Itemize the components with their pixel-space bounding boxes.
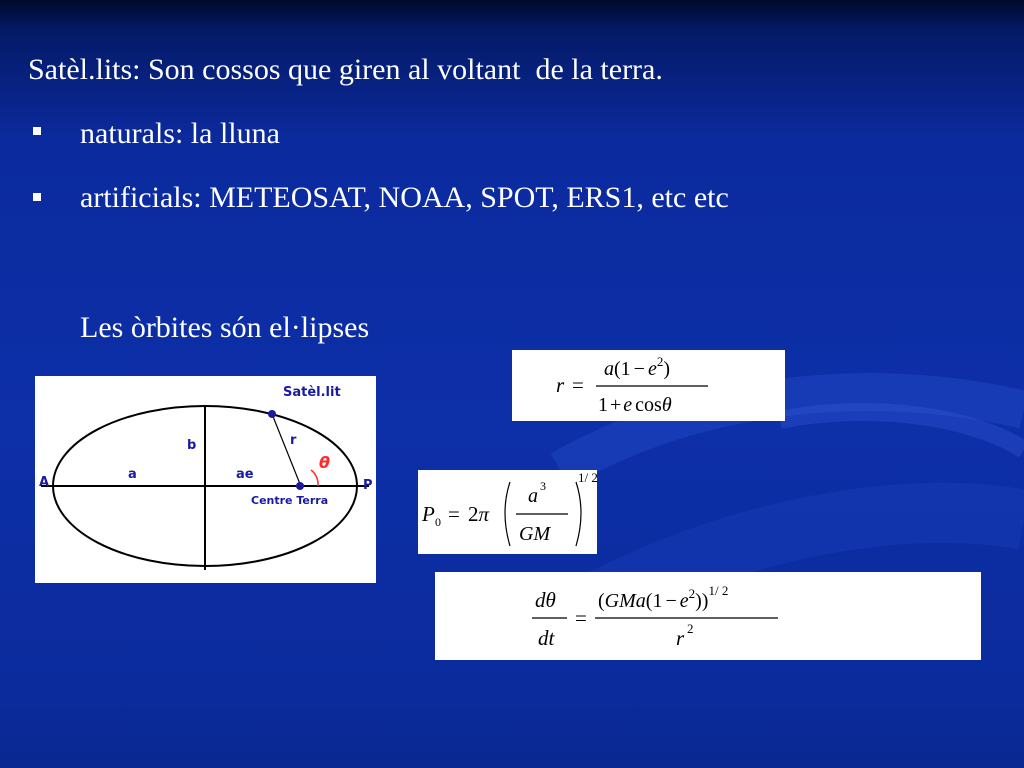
svg-text:1+ecosθ: 1 + e cosθ (598, 394, 672, 416)
periapsis-label: P (363, 478, 373, 493)
a-label: a (128, 467, 137, 482)
equation-orbit (512, 350, 785, 421)
orbit-diagram (35, 376, 376, 583)
satellite-label: Satèl.lit (283, 385, 341, 400)
equation-angular-rate (435, 572, 981, 660)
svg-text:dθ: dθ (535, 588, 556, 612)
bullet-item-naturals: naturals: la lluna (80, 117, 280, 150)
svg-text:=: = (575, 606, 587, 630)
svg-text:2π: 2π (468, 502, 490, 526)
svg-text:=: = (448, 502, 460, 526)
bullet-marker-1 (33, 127, 41, 135)
earth-centre-dot (296, 482, 304, 490)
svg-text:a: a (528, 485, 538, 507)
slide-subheading: Les òrbites són el·lipses (80, 311, 370, 344)
angle-arc (311, 470, 318, 486)
theta-label: θ (319, 453, 330, 472)
ae-label: ae (236, 467, 254, 482)
svg-text:1/ 2: 1/ 2 (578, 470, 598, 485)
svg-text:0: 0 (435, 515, 441, 529)
slide-heading: Satèl.lits: Son cossos que giren al voltant de la terra. (28, 53, 663, 86)
svg-text:GM: GM (519, 523, 551, 545)
b-label: b (187, 438, 197, 453)
r-label: r (290, 433, 297, 448)
svg-text:3: 3 (540, 479, 546, 493)
equation-period (418, 470, 597, 554)
bullet-item-artificials: artificials: METEOSAT, NOAA, SPOT, ERS1, etc etc (80, 181, 729, 214)
centre-terra-label: Centre Terra (251, 494, 329, 507)
svg-text:P: P (422, 502, 435, 526)
apoapsis-label: A (39, 475, 50, 490)
svg-text:r: r (556, 373, 565, 397)
svg-text:=: = (572, 373, 584, 397)
svg-text:2: 2 (687, 621, 694, 636)
svg-text:r: r (676, 626, 685, 650)
svg-text:(GMa(1−e2))1/ 2: $(GMa(1 - e^2))^{1/ 2}$ (598, 583, 729, 612)
svg-text:a(1−e2): $a(1 - e^2)$ (604, 354, 671, 380)
satellite-dot (268, 410, 276, 418)
bullet-marker-2 (33, 193, 41, 201)
radius-vector (272, 414, 300, 484)
svg-text:dt: dt (538, 626, 555, 650)
